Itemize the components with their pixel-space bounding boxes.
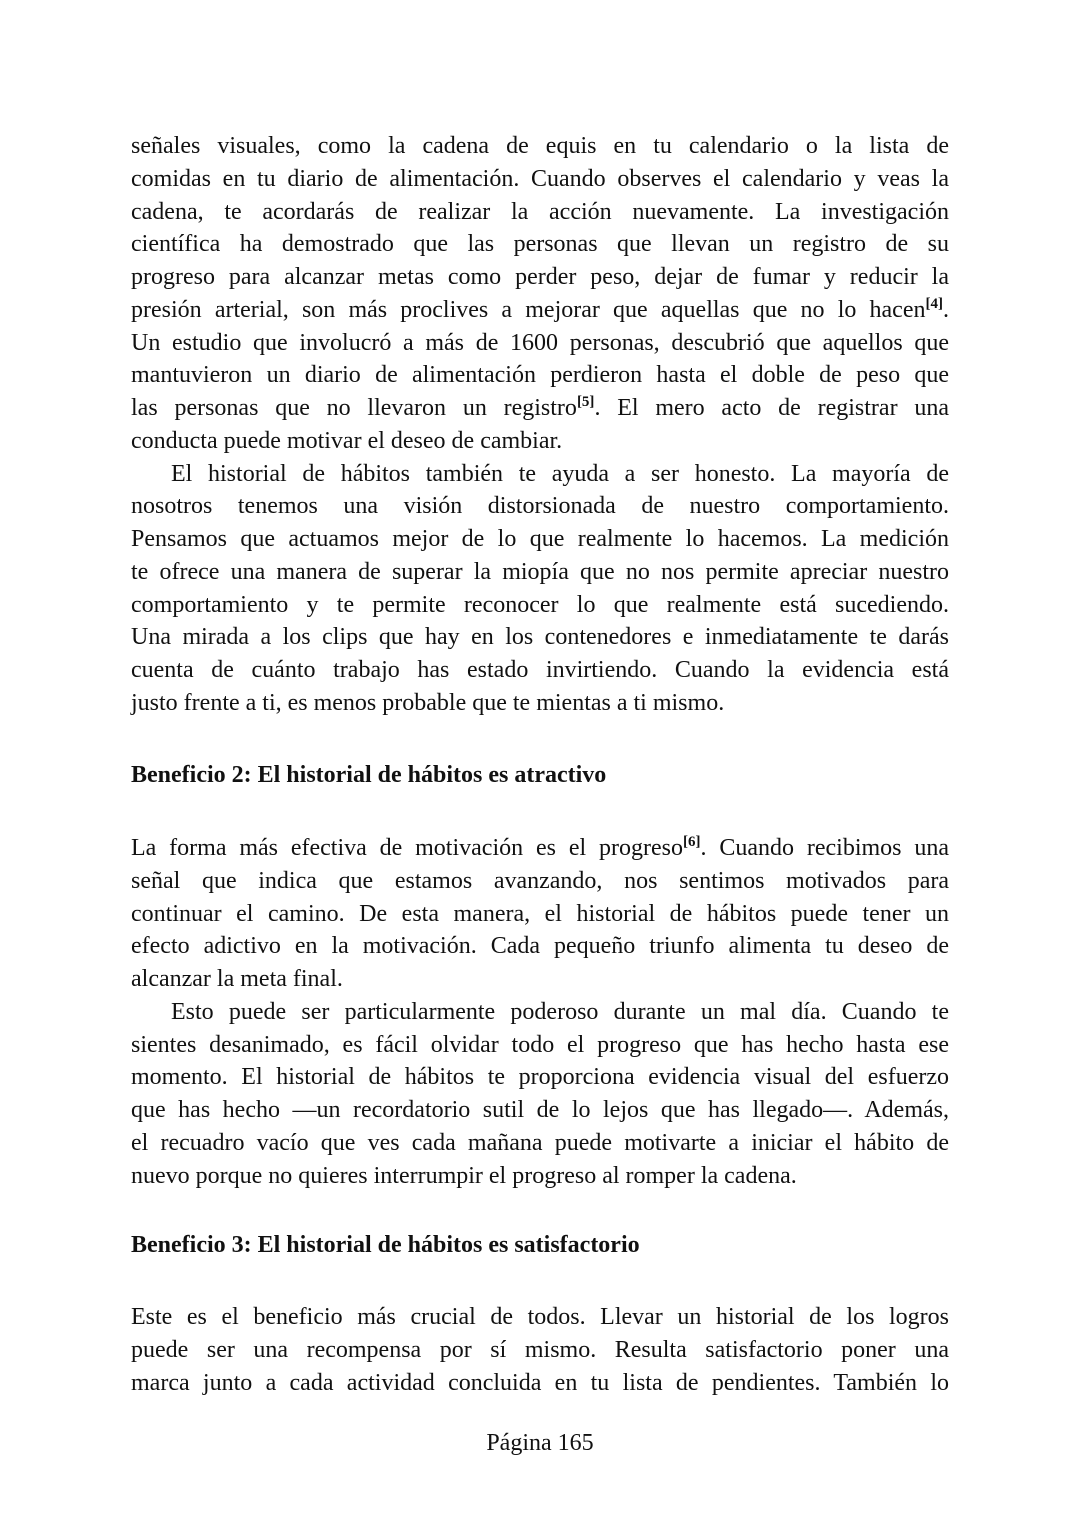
- line-text: nuevo porque no quieres interrumpir el progreso al romper la cadena.: [131, 1162, 797, 1189]
- paragraph: [131, 832, 949, 996]
- line-text: presión arterial, son más proclives a mejorar que aquellas que no lo hacen: [131, 296, 926, 323]
- text-line: [131, 1127, 949, 1160]
- line-text: justo frente a ti, es menos probable que te mientas a ti mismo.: [131, 689, 725, 716]
- line-text: cuenta de cuánto trabajo has estado invirtiendo. Cuando la evidencia está: [131, 657, 949, 683]
- line-text: marca junto a cada actividad concluida en tu lista de pendientes. También lo: [131, 1369, 949, 1396]
- text-line: [131, 1094, 949, 1127]
- line-text: El historial de hábitos también te ayuda a ser honesto. La mayoría de: [171, 460, 949, 487]
- line-text: .: [943, 296, 949, 323]
- line-text: el recuadro vacío que ves cada mañana puede motivarte a iniciar el hábito de: [131, 1129, 949, 1156]
- text-line: [131, 996, 949, 1029]
- text-line: [131, 1334, 949, 1367]
- line-text: mantuvieron un diario de alimentación perdieron hasta el doble de peso que: [131, 362, 949, 389]
- heading-beneficio-3: Beneficio 3: El historial de hábitos es satisfactorio: [131, 1232, 640, 1258]
- text-line: [131, 930, 949, 963]
- line-text: efecto adictivo en la motivación. Cada pequeño triunfo alimenta tu deseo de: [131, 933, 949, 960]
- line-text: señales visuales, como la cadena de equis en tu calendario o la lista de: [131, 133, 949, 159]
- text-line: [131, 654, 949, 687]
- text-line: [131, 130, 949, 163]
- text-line: [131, 556, 949, 589]
- footnote-reference[interactable]: [6]: [682, 834, 701, 850]
- text-line: [131, 865, 949, 898]
- line-text: Una mirada a los clips que hay en los contenedores e inmediatamente te darás: [131, 624, 949, 651]
- line-text: puede ser una recompensa por sí mismo. Resulta satisfactorio poner una: [131, 1336, 949, 1363]
- text-line: [131, 261, 949, 294]
- text-line: [131, 425, 949, 458]
- line-text: sientes desanimado, es fácil olvidar todo el progreso que has hecho hasta ese: [131, 1031, 949, 1058]
- line-text: que has hecho —un recordatorio sutil de lo lejos que has llegado—. Además,: [131, 1097, 949, 1123]
- line-text: continuar el camino. De esta manera, el historial de hábitos puede tener un: [131, 900, 949, 927]
- line-text: las personas que no llevaron un registro: [131, 395, 577, 421]
- text-line: [131, 589, 949, 622]
- text-line: [131, 327, 949, 360]
- text-line: [131, 621, 949, 654]
- text-line: [131, 1160, 949, 1193]
- paragraph: [131, 996, 949, 1193]
- footnote-reference[interactable]: [5]: [576, 394, 595, 410]
- line-text: comidas en tu diario de alimentación. Cuando observes el calendario y veas la: [131, 165, 949, 192]
- line-text: Pensamos que actuamos mejor de lo que realmente lo hacemos. La medición: [131, 526, 949, 552]
- text-line: [131, 228, 949, 261]
- text-line: [131, 898, 949, 931]
- text-line: [131, 1301, 949, 1334]
- section-2-text: [131, 832, 949, 1192]
- line-text: científica ha demostrado que las personas que llevan un registro de su: [131, 231, 949, 258]
- line-text: La forma más efectiva de motivación es el progreso: [131, 835, 683, 861]
- line-text: alcanzar la meta final.: [131, 966, 343, 992]
- section-1-text: [131, 130, 949, 720]
- line-text: Esto puede ser particularmente poderoso durante un mal día. Cuando te: [171, 998, 949, 1025]
- paragraph: [131, 458, 949, 720]
- line-text: nosotros tenemos una visión distorsionada de nuestro comportamiento.: [131, 493, 949, 520]
- text-line: [131, 490, 949, 523]
- paragraph: [131, 1301, 949, 1399]
- line-text: progreso para alcanzar metas como perder peso, dejar de fumar y reducir la: [131, 264, 949, 290]
- text-line: [131, 963, 949, 996]
- line-text: Este es el beneficio más crucial de todos. Llevar un historial de los logros: [131, 1304, 949, 1330]
- text-line: [131, 832, 949, 865]
- text-line: [131, 1061, 949, 1094]
- line-text: . El mero acto de registrar una: [594, 395, 950, 421]
- text-line: [131, 1029, 949, 1062]
- page-number: Página 165: [486, 1430, 594, 1456]
- section-3-text: [131, 1301, 949, 1399]
- text-line: [131, 294, 949, 327]
- text-line: [131, 359, 949, 392]
- footnote-reference[interactable]: [4]: [925, 295, 943, 312]
- line-text: te ofrece una manera de superar la miopía que no nos permite apreciar nuestro: [131, 558, 949, 585]
- heading-beneficio-2: Beneficio 2: El historial de hábitos es atractivo: [131, 762, 607, 788]
- text-line: [131, 163, 949, 196]
- text-line: [131, 392, 949, 425]
- text-line: [131, 687, 949, 720]
- text-line: [131, 1367, 949, 1400]
- text-line: [131, 523, 949, 556]
- line-text: cadena, te acordarás de realizar la acción nuevamente. La investigación: [131, 198, 949, 225]
- text-line: [131, 458, 949, 491]
- line-text: . Cuando recibimos una: [700, 835, 950, 861]
- line-text: señal que indica que estamos avanzando, nos sentimos motivados para: [131, 867, 949, 894]
- paragraph: [131, 130, 949, 458]
- line-text: momento. El historial de hábitos te proporciona evidencia visual del esfuerzo: [131, 1064, 949, 1091]
- line-text: conducta puede motivar el deseo de cambiar.: [131, 427, 563, 454]
- text-line: [131, 196, 949, 229]
- line-text: Un estudio que involucró a más de 1600 personas, descubrió que aquellos que: [131, 329, 949, 356]
- line-text: comportamiento y te permite reconocer lo que realmente está sucediendo.: [131, 591, 949, 618]
